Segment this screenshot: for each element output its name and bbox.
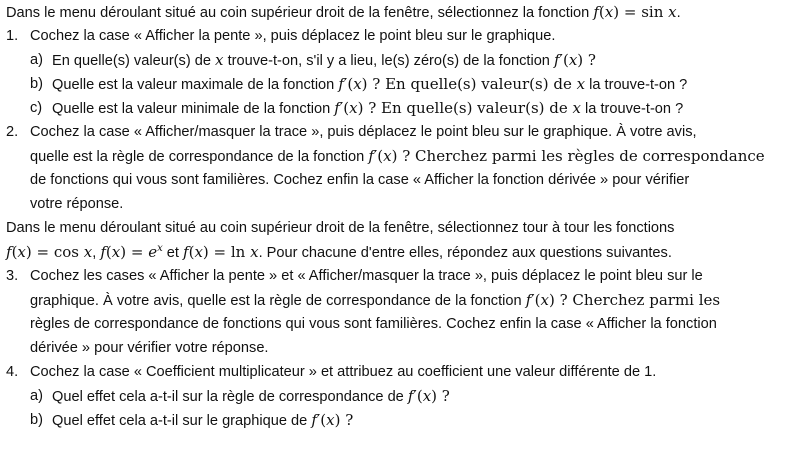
question-number: 4. [6,364,19,380]
subquestion-text: Quel effet cela a-t-il sur le graphique de f′(x) ? [52,411,354,429]
question-3-line2: graphique. À votre avis, quelle est la règle de correspondance de la fonction f′(x) ? Cherchez parmi les [30,291,721,309]
subquestion-text: En quelle(s) valeur(s) de x trouve-t-on, s'il y a lieu, le(s) zéro(s) de la fonction f′(x) ? [52,51,596,69]
intro-text: Dans le menu déroulant situé au coin supérieur droit de la fenêtre, sélectionnez la fonction [6,5,594,21]
question-1b [0,72,789,96]
subquestion-text: Quelle est la valeur minimale de la fonction f′(x) ? En quelle(s) valeur(s) de x la trouve-t-on ? [52,99,684,117]
subquestion-label: b) [30,412,43,428]
question-1a [0,48,789,72]
subquestion-label: c) [30,100,43,116]
question-2-line4: votre réponse. [30,196,124,212]
question-3 [0,264,789,288]
question-3-line4: dérivée » pour vérifier votre réponse. [30,340,269,356]
subquestion-text: Quelle est la valeur maximale de la fonction f′(x) ? En quelle(s) valeur(s) de x la trouve-t-on ? [52,75,688,93]
math-eq: ) = [613,3,642,21]
question-number: 1. [6,28,19,44]
question-text: Cochez les cases « Afficher la pente » et « Afficher/masquer la trace », puis déplacez le point bleu sur le [30,268,703,284]
question-number: 3. [6,268,19,284]
math-paren: ( [598,3,605,21]
question-3-line3: règles de correspondance de fonctions qui vous sont familières. Cochez enfin la case « Afficher la fonction [30,316,717,332]
question-2-line3: de fonctions qui vous sont familières. Cochez enfin la case « Afficher la fonction dérivée » pour vérifier [30,172,690,188]
question-2 [0,120,789,144]
question-4 [0,360,789,384]
subquestion-label: b) [30,76,43,92]
question-1c [0,96,789,120]
question-text: Cochez la case « Afficher/masquer la trace », puis déplacez le point bleu sur le graphique. À votre avis, [30,124,697,140]
intro-instruction [6,0,681,24]
math-x: x [668,3,677,21]
question-4b [0,408,789,432]
second-instruction-formulas: f(x) = cos x, $f(x) = e^x$ et f(x) = ln x. Pour chacune d'entre elles, répondez aux questions suivantes. [6,243,672,261]
subquestion-label: a) [30,52,43,68]
question-text: Cochez la case « Afficher la pente », puis déplacez le point bleu sur le graphique. [30,28,556,44]
question-1 [0,24,789,48]
second-instruction: Dans le menu déroulant situé au coin supérieur droit de la fenêtre, sélectionnez tour à tour les fonctions [6,220,675,236]
question-2-line2: quelle est la règle de correspondance de la fonction f′(x) ? Cherchez parmi les règles de correspondance [30,147,765,165]
math-x: x [604,3,614,21]
math-sin: sin [641,3,669,21]
subquestion-text: Quel effet cela a-t-il sur la règle de correspondance de f′(x) ? [52,387,450,405]
question-number: 2. [6,124,19,140]
math-f: f [593,3,599,21]
question-4a [0,384,789,408]
subquestion-label: a) [30,388,43,404]
question-text: Cochez la case « Coefficient multiplicateur » et attribuez au coefficient une valeur différente de 1. [30,364,657,380]
punctuation: . [676,5,681,21]
